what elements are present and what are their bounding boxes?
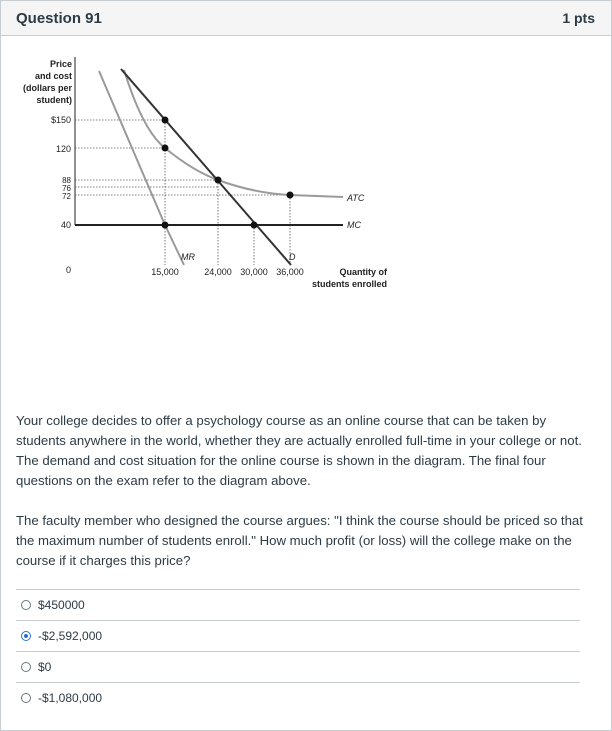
y-tick-label: $150 — [50, 115, 71, 125]
answer-option[interactable] — [16, 682, 580, 713]
demand-curve — [121, 69, 291, 265]
atc-curve — [124, 70, 343, 197]
question-prompt — [16, 511, 586, 571]
question-text — [16, 411, 586, 491]
x-tick-label: 36,000 — [276, 267, 304, 277]
x-axis-label-line: Quantity of — [339, 267, 387, 277]
y-axis-label-line: student) — [36, 95, 72, 105]
y-axis-label-line: (dollars per — [22, 83, 72, 93]
x-tick-label: 30,000 — [240, 267, 268, 277]
y-tick-label: 76 — [62, 184, 71, 193]
radio-button[interactable] — [21, 693, 31, 703]
mr-label: MR — [181, 252, 195, 262]
y-tick-label: 40 — [60, 220, 71, 230]
point-atc-36000 — [287, 192, 294, 199]
radio-button[interactable] — [21, 662, 31, 672]
radio-button[interactable] — [21, 600, 31, 610]
x-tick-label: 15,000 — [151, 267, 179, 277]
answer-label: -$1,080,000 — [38, 691, 103, 705]
mc-label: MC — [347, 220, 361, 230]
point-atc-24000 — [215, 177, 222, 184]
question-header — [1, 1, 611, 36]
cost-demand-chart — [1, 37, 401, 297]
question-title: Question 91 — [16, 9, 102, 27]
y-axis-label-line: Price — [49, 59, 72, 69]
answer-label: -$2,592,000 — [38, 629, 103, 643]
point-d-15000 — [162, 117, 169, 124]
y-axis-label-line: and cost — [34, 71, 72, 81]
answer-option[interactable] — [16, 589, 580, 620]
answer-option[interactable] — [16, 651, 580, 682]
y-tick-label: 120 — [55, 144, 71, 154]
d-label: D — [289, 252, 296, 262]
answer-label: $450000 — [38, 598, 85, 612]
y-tick-label: 0 — [65, 265, 71, 275]
atc-label: ATC — [347, 193, 365, 203]
answer-option[interactable] — [16, 620, 580, 651]
guide-lines — [75, 120, 290, 265]
question-points: 1 pts — [562, 10, 595, 26]
point-mc-15000 — [162, 222, 169, 229]
x-tick-label: 24,000 — [204, 267, 232, 277]
point-mc-30000 — [251, 222, 258, 229]
question-paragraph-1: Your college decides to offer a psychology course as an online course that can be taken by students anywhere in the world, whether they are actually enrolled full-time in your college or not. The demand and cost situation for the online course is shown in the diagram. The final four questions on the exam refer to the diagram above. — [16, 413, 582, 488]
y-tick-label: 88 — [62, 176, 71, 185]
question-paragraph-2: The faculty member who designed the course argues: "I think the course should be priced so that the maximum number of students enroll." How much profit (or loss) will the college make on the course if it charges this price? — [16, 513, 583, 568]
answer-list — [16, 589, 580, 713]
x-axis-label-line: students enrolled — [311, 279, 387, 289]
answer-label: $0 — [38, 660, 52, 674]
point-atc-15000 — [162, 145, 169, 152]
y-tick-label: 72 — [62, 192, 71, 201]
radio-button-selected[interactable] — [21, 631, 31, 641]
mr-curve — [99, 71, 184, 265]
